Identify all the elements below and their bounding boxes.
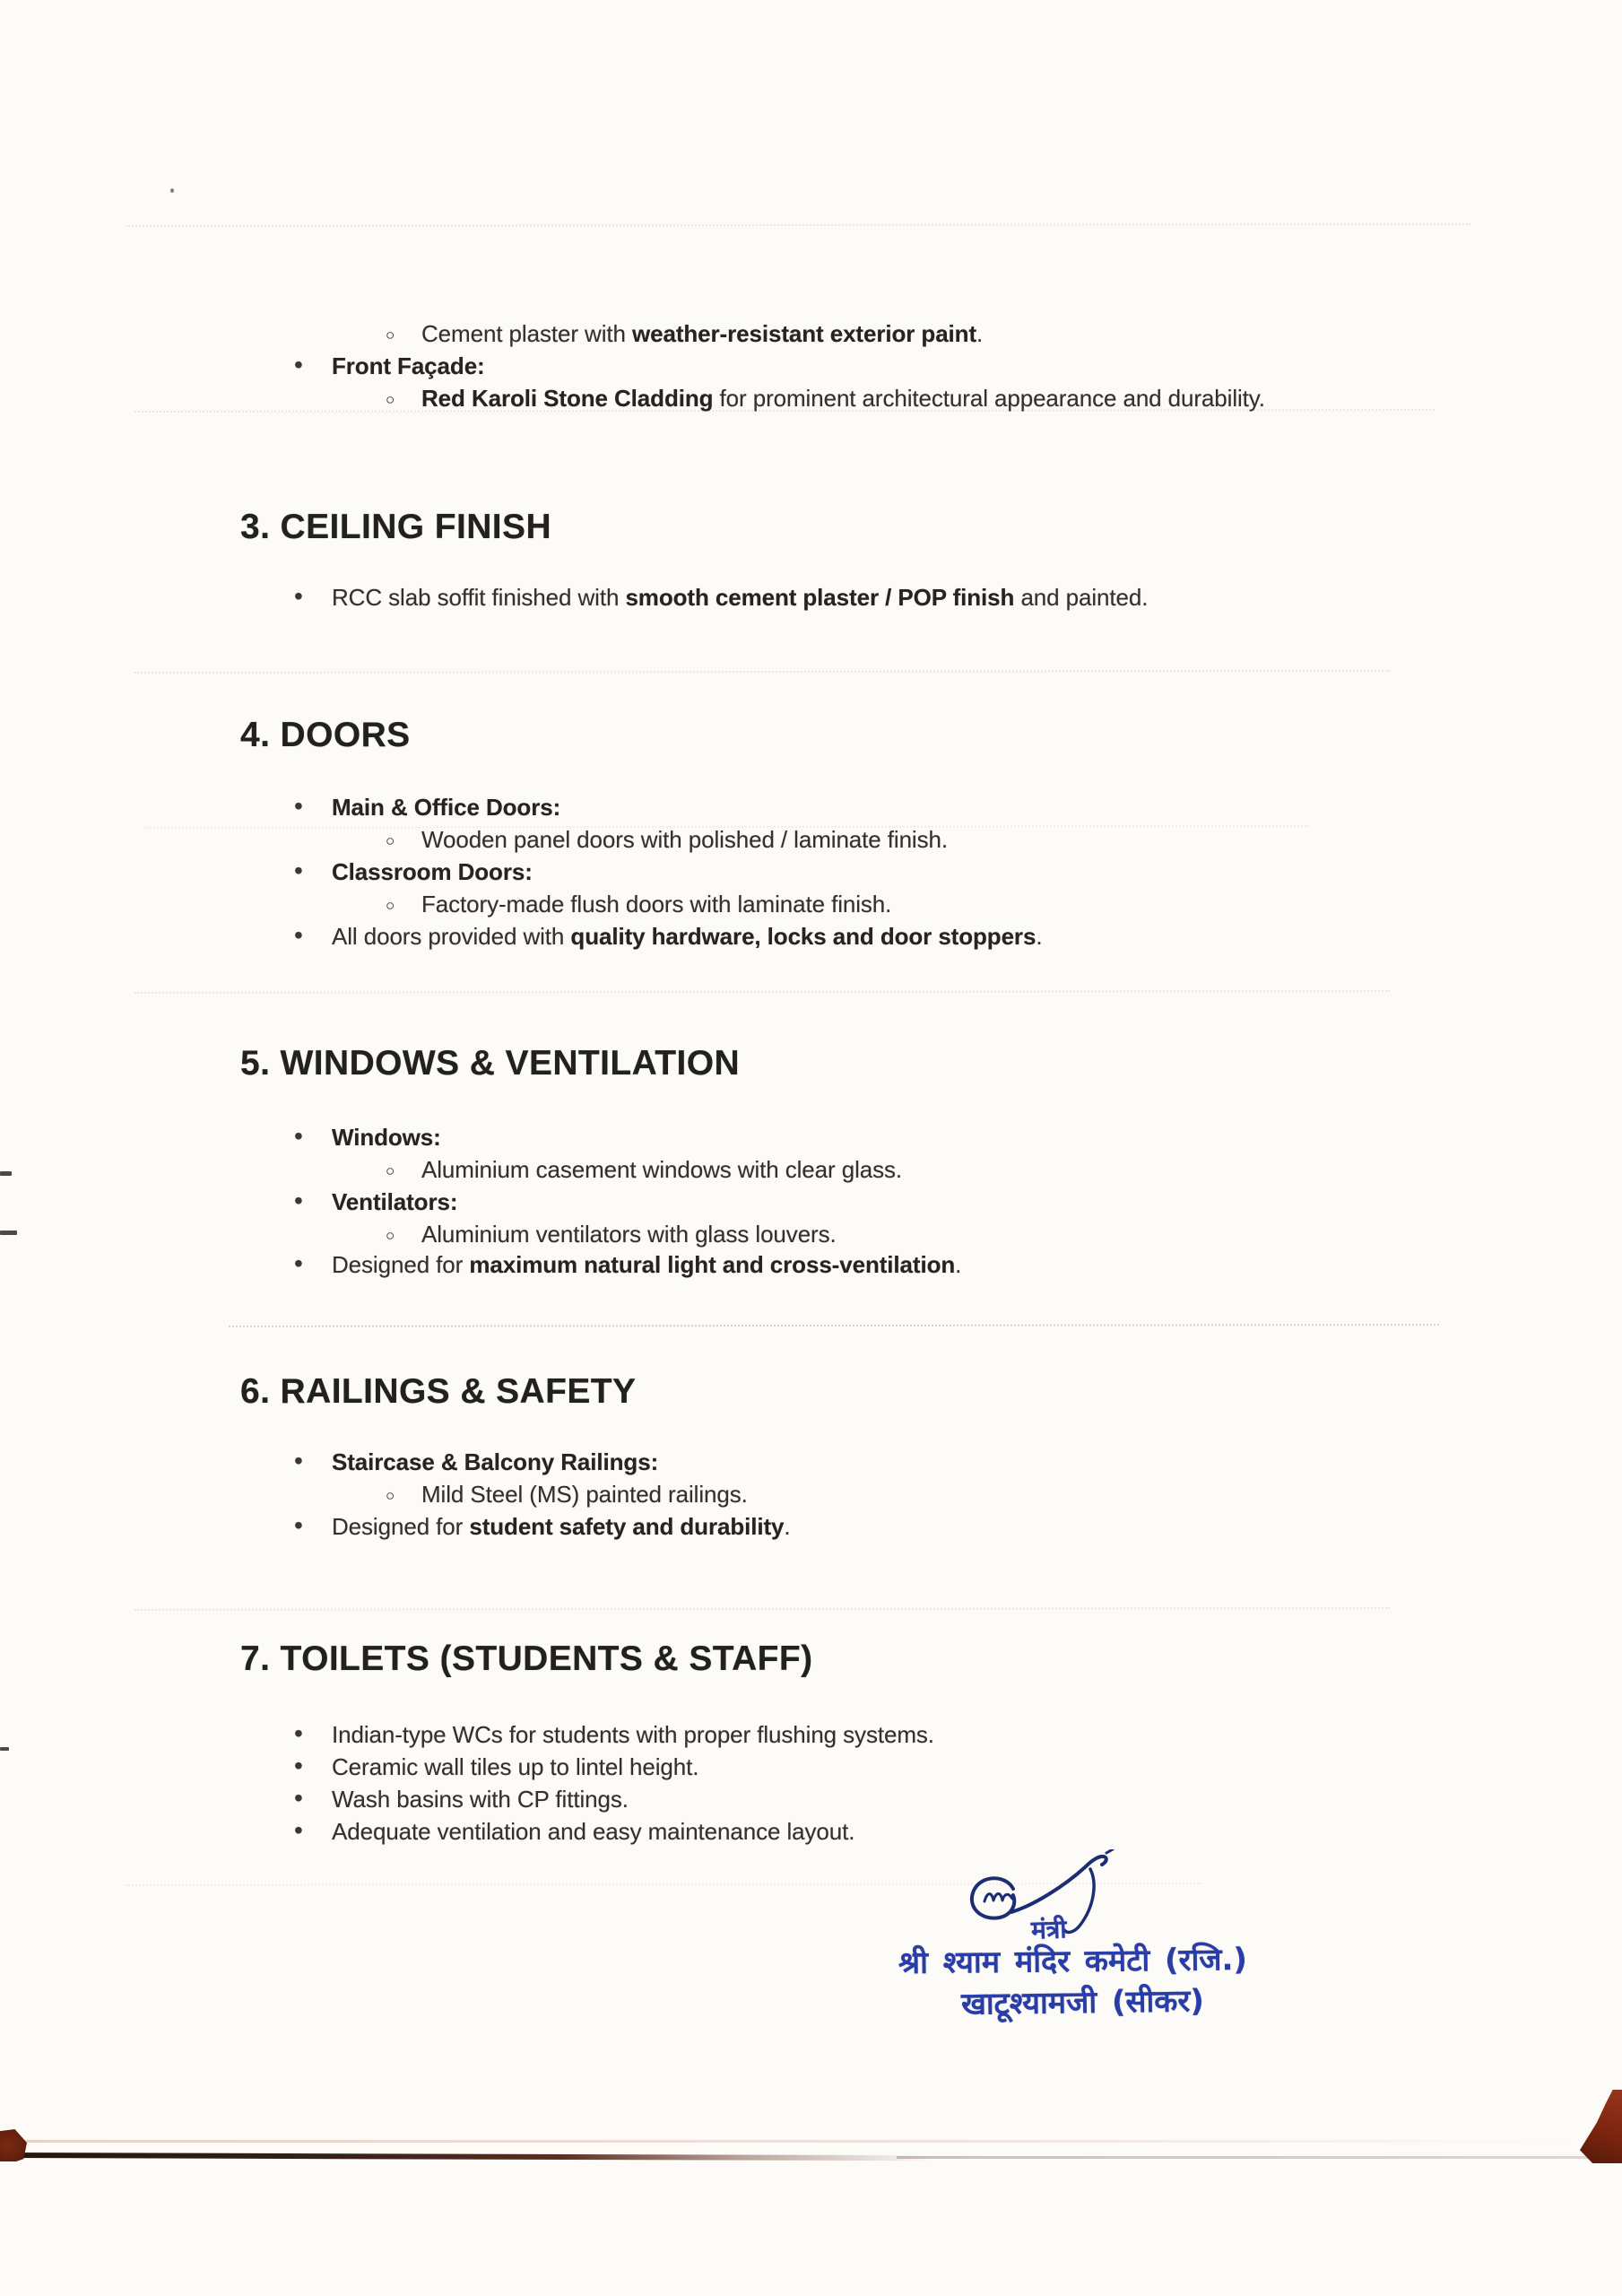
circle-bullet-icon: ○: [386, 1487, 395, 1504]
item-text: Ceramic wall tiles up to lintel height.: [332, 1753, 699, 1780]
item-text: Adequate ventilation and easy maintenance layout.: [332, 1818, 855, 1845]
bullet-icon: •: [294, 921, 303, 949]
bullet-icon: •: [294, 351, 303, 378]
bullet-icon: •: [294, 1511, 303, 1539]
list-item: [0, 825, 948, 856]
item-text: Windows:: [332, 1124, 441, 1151]
item-text: Factory-made flush doors with laminate finish.: [421, 891, 892, 918]
item-text: Aluminium ventilators with glass louvers.: [421, 1221, 837, 1248]
bullet-icon: •: [294, 1122, 303, 1150]
item-text: Aluminium casement windows with clear glass.: [421, 1156, 903, 1183]
list-item: [0, 319, 983, 350]
red-ink-line-faint: [897, 2156, 1622, 2159]
list-item: [0, 352, 485, 381]
list-item: [0, 1155, 902, 1186]
list-item: [0, 1123, 441, 1152]
red-ink-line: [0, 2152, 932, 2161]
list-item: [0, 1752, 698, 1782]
bullet-icon: •: [294, 1447, 303, 1474]
item-text: Front Façade:: [332, 352, 485, 379]
red-artifact-right: [1580, 2090, 1622, 2163]
scan-streak: [134, 670, 1390, 674]
list-item: [0, 1220, 837, 1250]
item-text: All doors provided with quality hardware, locks and door stoppers.: [332, 923, 1043, 950]
list-item: [0, 1785, 629, 1814]
section-heading: 7. TOILETS (STUDENTS & STAFF): [240, 1639, 813, 1678]
item-text: Designed for maximum natural light and cross-ventilation.: [332, 1251, 962, 1278]
circle-bullet-icon: ○: [386, 1162, 395, 1179]
item-text: Cement plaster with weather-resistant exterior paint.: [421, 320, 984, 347]
list-item: [0, 890, 891, 920]
stamp-line-2: खाटूश्यामजी (सीकर): [960, 1983, 1205, 2022]
list-item: [0, 1480, 748, 1510]
item-text: Red Karoli Stone Cladding for prominent architectural appearance and durability.: [421, 385, 1265, 412]
list-item: [0, 384, 1265, 414]
list-item: [0, 1720, 934, 1750]
section-heading: 6. RAILINGS & SAFETY: [240, 1372, 637, 1411]
list-item: [0, 1448, 658, 1477]
list-item: [0, 922, 1042, 952]
list-item: [0, 1512, 791, 1542]
item-text: Indian-type WCs for students with proper flushing systems.: [332, 1721, 934, 1748]
edge-dash: [0, 1171, 12, 1176]
list-item: [0, 793, 560, 822]
item-text: Classroom Doors:: [332, 858, 533, 885]
circle-bullet-icon: ○: [386, 832, 395, 849]
bullet-icon: •: [294, 1187, 303, 1214]
list-item: [0, 1817, 854, 1847]
scan-streak: [126, 223, 1470, 227]
faint-pink-scan-line: [0, 2140, 1578, 2143]
ink-speck: [170, 188, 174, 193]
edge-dash: [0, 1231, 17, 1235]
bullet-icon: •: [294, 1784, 303, 1812]
section-heading: 4. DOORS: [240, 716, 411, 754]
item-text: Main & Office Doors:: [332, 794, 561, 821]
scan-streak: [134, 1607, 1390, 1611]
list-item: [0, 583, 1148, 613]
scan-streak: [229, 1324, 1439, 1327]
list-item: [0, 1250, 961, 1280]
edge-dash: [0, 1747, 9, 1751]
bullet-icon: •: [294, 1752, 303, 1779]
item-text: Designed for student safety and durability.: [332, 1513, 791, 1540]
list-item: [0, 857, 533, 887]
circle-bullet-icon: ○: [386, 326, 395, 344]
bullet-icon: •: [294, 1816, 303, 1844]
scan-streak: [134, 990, 1390, 994]
stamp-line-1: श्री श्याम मंदिर कमेटी (रजि.): [898, 1941, 1248, 1982]
item-text: Staircase & Balcony Railings:: [332, 1448, 659, 1475]
list-item: [0, 1187, 457, 1217]
bullet-icon: •: [294, 857, 303, 884]
circle-bullet-icon: ○: [386, 1227, 395, 1244]
bullet-icon: •: [294, 1719, 303, 1747]
stamp-role-text: मंत्री: [1030, 1914, 1068, 1945]
item-text: RCC slab soffit finished with smooth cement plaster / POP finish and painted.: [332, 584, 1149, 611]
section-heading: 3. CEILING FINISH: [240, 508, 552, 546]
item-text: Ventilators:: [332, 1188, 458, 1215]
item-text: Wash basins with CP fittings.: [332, 1786, 629, 1813]
circle-bullet-icon: ○: [386, 391, 395, 408]
item-text: Wooden panel doors with polished / laminate finish.: [421, 826, 948, 853]
red-artifact-left: [0, 2129, 27, 2161]
bullet-icon: •: [294, 582, 303, 610]
section-heading: 5. WINDOWS & VENTILATION: [240, 1044, 741, 1083]
circle-bullet-icon: ○: [386, 897, 395, 914]
bullet-icon: •: [294, 1249, 303, 1277]
bullet-icon: •: [294, 792, 303, 820]
item-text: Mild Steel (MS) painted railings.: [421, 1481, 748, 1508]
